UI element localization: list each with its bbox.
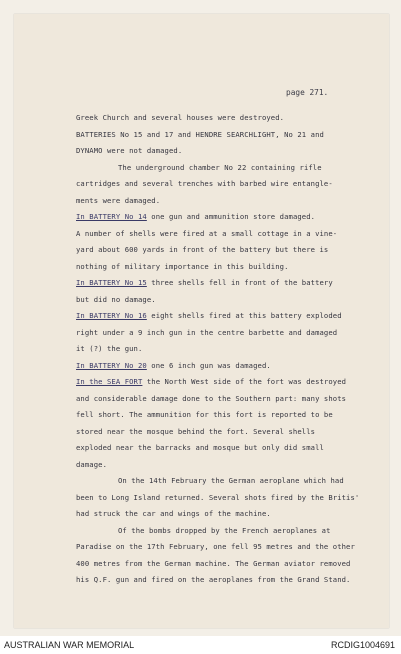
line-text: eight shells fired at this battery exploded [146,311,342,320]
text-line [76,262,289,272]
text-line [76,344,142,354]
archive-credit: AUSTRALIAN WAR MEMORIAL [4,640,135,650]
page-number: page 271. [286,88,329,97]
line-text: The underground chamber No 22 containing rifle [118,162,322,172]
text-line [76,278,333,288]
line-text: yard about 600 yards in front of the battery but there is [76,245,329,254]
underlined-heading: In the SEA FORT [76,377,143,386]
line-text: damage. [76,459,107,469]
line-text: and considerable damage done to the Southern part: many shots [76,393,347,403]
line-text: Of the bombs dropped by the French aeroplanes at [118,525,331,535]
document-page [14,14,389,628]
text-line [76,575,351,585]
document-id: RCDIG1004691 [330,640,395,650]
text-line [76,196,160,206]
line-text: his Q.F. gun and fired on the aeroplanes from the Grand Stand. [76,575,351,584]
line-text: had struck the car and wings of the machine. [76,509,271,518]
underlined-heading: In BATTERY No 16 [76,311,147,320]
text-line [76,410,333,420]
line-text: Paradise on the 17th February, one fell 95 metres and the other [76,542,355,551]
text-line [76,295,156,305]
line-text: BATTERIES No 15 and 17 and HENDRE SEARCHLIGHT, No 21 and [76,129,324,139]
text-line [76,542,355,552]
text-line [76,146,182,156]
text-line [76,460,107,470]
text-line [76,361,271,371]
line-text: but did no damage. [76,294,156,304]
text-line [76,311,342,321]
text-line [76,113,284,123]
underlined-heading: In BATTERY No 14 [76,212,147,221]
line-text: exploded near the barracks and mosque but only did small [76,443,324,452]
line-text: one 6 inch gun was damaged. [146,360,271,370]
line-text: been to Long Island returned. Several shots fired by the Britis' [76,492,360,502]
text-line [118,526,331,536]
line-text: cartridges and several trenches with barbed wire entangle- [76,179,333,188]
text-line [118,163,322,173]
line-text: fell short. The ammunition for this fort is reported to be [76,410,333,419]
text-line [76,443,324,453]
line-text: On the 14th February the German aeroplane which had [118,476,344,485]
underlined-heading: In BATTERY No 15 [76,278,147,287]
text-line [118,476,344,486]
text-line [76,559,351,569]
line-text: nothing of military importance in this building. [76,261,289,271]
text-line [76,394,346,404]
line-text: stored near the mosque behind the fort. Several shells [76,426,316,436]
text-line [76,493,359,503]
line-text: Greek Church and several houses were destroyed. [76,113,285,122]
text-line [76,377,346,387]
underlined-heading: In BATTERY No 20 [76,360,147,370]
text-line [76,130,324,140]
line-text: it (?) the gun. [76,344,143,353]
text-line [76,212,315,222]
line-text: ments were damaged. [76,195,161,205]
text-line [76,427,315,437]
line-text: A number of shells were fired at a small cottage in a vine- [76,228,338,238]
line-text: three shells fell in front of the battery [146,278,333,287]
text-line [76,328,337,338]
text-line [76,245,328,255]
text-line [76,179,333,189]
line-text: one gun and ammunition store damaged. [146,212,316,221]
line-text: right under a 9 inch gun in the centre barbette and damaged [76,327,338,337]
line-text: 400 metres from the German machine. The German aviator removed [76,558,351,568]
line-text: the North West side of the fort was destroyed [142,377,347,386]
text-line [76,229,337,239]
line-text: DYNAMO were not damaged. [76,146,183,155]
text-line [76,509,271,519]
footer-bar [0,636,401,654]
